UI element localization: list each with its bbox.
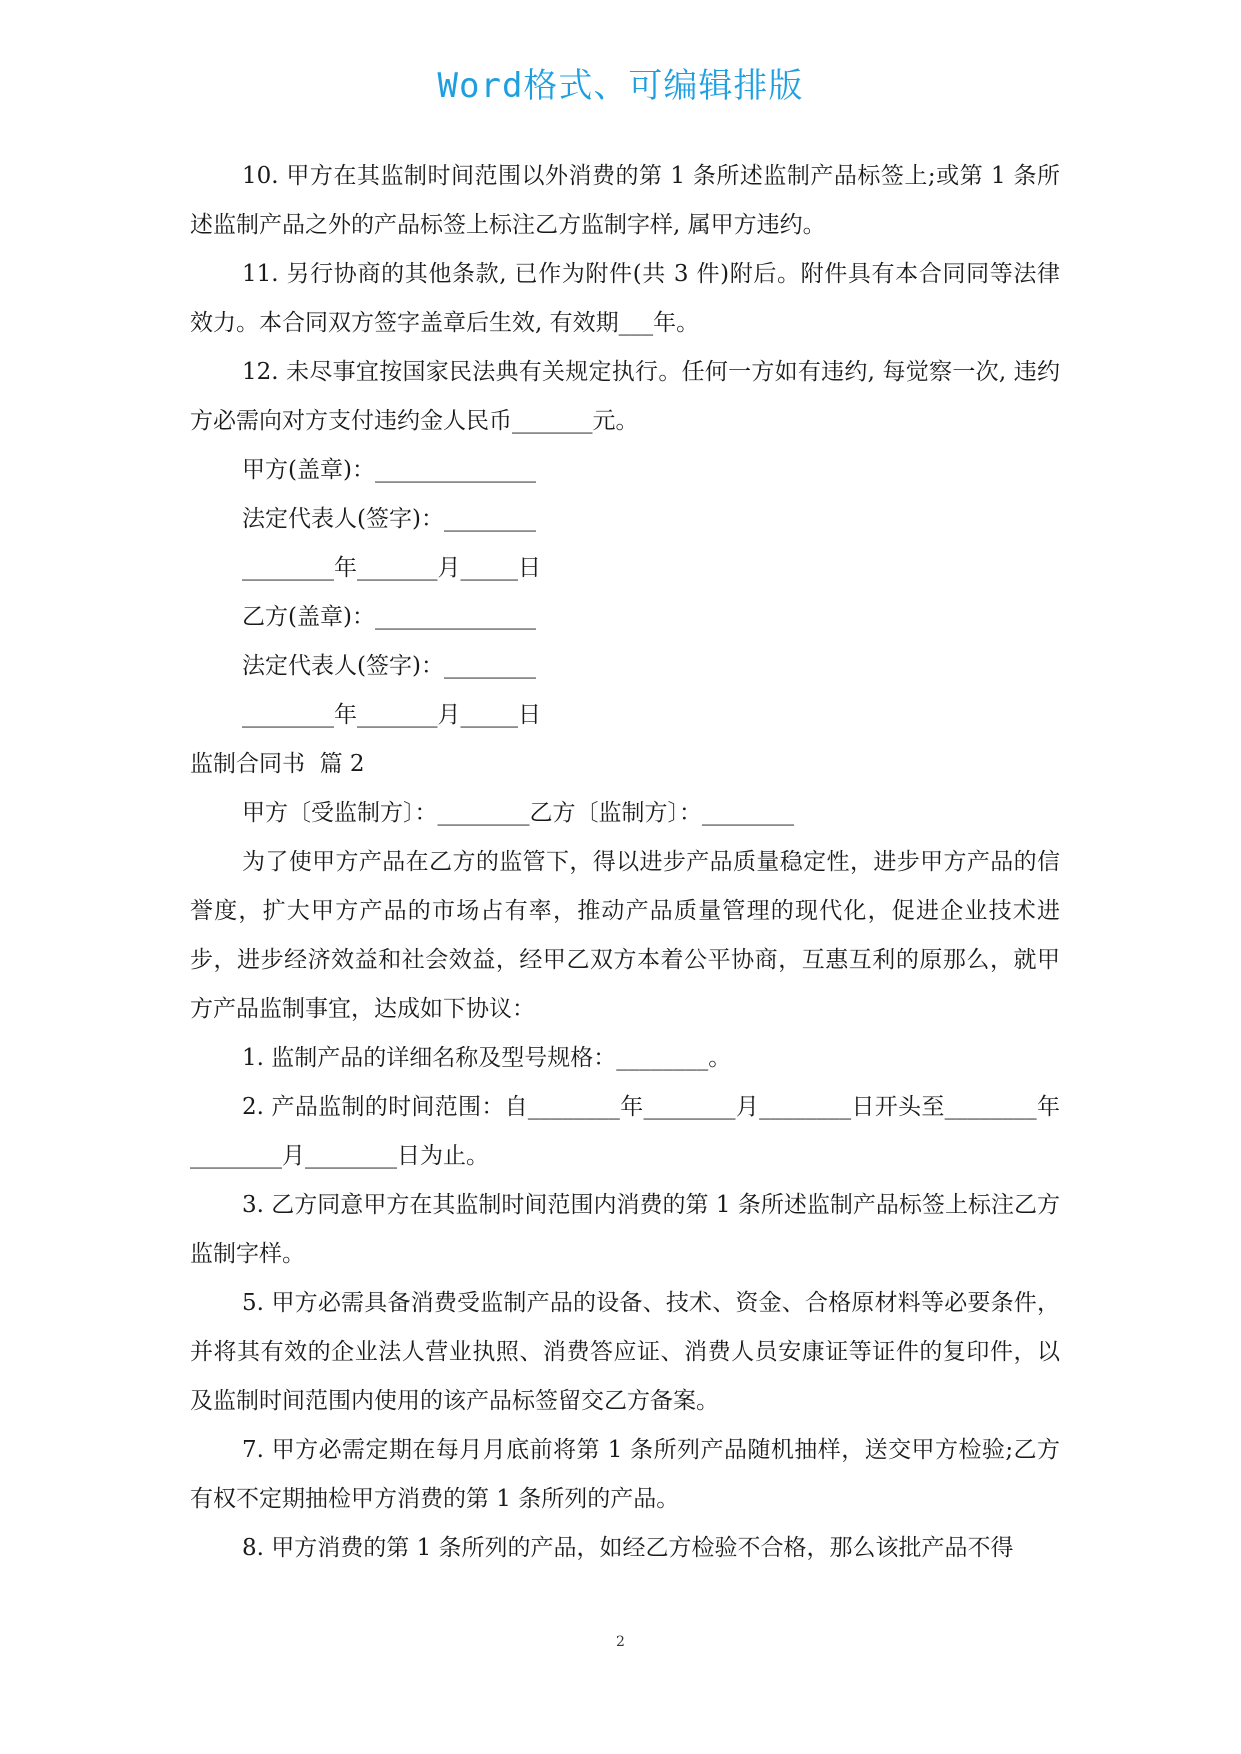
signature-block-1 (190, 446, 1060, 740)
document-body (190, 152, 1060, 1573)
party-b-seal-line: 乙方(盖章)：______________ (242, 604, 536, 630)
page-header-title: Word格式、可编辑排版 (437, 66, 804, 106)
section-2-clause-2: 2. 产品监制的时间范围：自________年________月________日开头至________年________月________日为止。 (190, 1094, 1060, 1169)
party-a-representative-line: 法定代表人(签字)：________ (242, 506, 536, 532)
party-b-representative-line: 法定代表人(签字)：________ (242, 653, 536, 679)
section-2-clause-7: 7. 甲方必需定期在每月月底前将第 1 条所列产品随机抽样，送交甲方检验;乙方有权不定期抽检甲方消费的第 1 条所列的产品。 (190, 1437, 1060, 1512)
section-2-clause-1: 1. 监制产品的详细名称及型号规格：________。 (242, 1045, 732, 1071)
clause-10: 10. 甲方在其监制时间范围以外消费的第 1 条所述监制产品标签上;或第 1 条所述监制产品之外的产品标签上标注乙方监制字样, 属甲方违约。 (190, 163, 1060, 238)
section-2-preamble: 为了使甲方产品在乙方的监管下，得以进步产品质量稳定性，进步甲方产品的信誉度，扩大甲方产品的市场占有率，推动产品质量管理的现代化，促进企业技术进步，进步经济效益和社会效益，经甲乙双方本着公平协商，互惠互利的原那么，就甲方产品监制事宜，达成如下协议： (190, 849, 1060, 1022)
party-b-date-line: ________年_______月_____日 (242, 702, 541, 728)
party-a-date-line: ________年_______月_____日 (242, 555, 541, 581)
section-2-clause-3: 3. 乙方同意甲方在其监制时间范围内消费的第 1 条所述监制产品标签上标注乙方监制字样。 (190, 1192, 1060, 1267)
clause-12: 12. 未尽事宜按国家民法典有关规定执行。任何一方如有违约, 每觉察一次, 违约方必需向对方支付违约金人民币_______元。 (190, 359, 1060, 434)
page-number: 2 (616, 1634, 625, 1650)
section-2-clause-8: 8. 甲方消费的第 1 条所列的产品，如经乙方检验不合格，那么该批产品不得 (242, 1535, 1014, 1561)
party-a-seal-line: 甲方(盖章)：______________ (242, 457, 536, 483)
section-2-heading: 监制合同书 篇 2 (190, 751, 365, 777)
clause-11: 11. 另行协商的其他条款, 已作为附件(共 3 件)附后。附件具有本合同同等法律效力。本合同双方签字盖章后生效, 有效期___年。 (190, 261, 1060, 336)
section-2-clause-5: 5. 甲方必需具备消费受监制产品的设备、技术、资金、合格原材料等必要条件，并将其有效的企业法人营业执照、消费答应证、消费人员安康证等证件的复印件，以及监制时间范围内使用的该产品标签留交乙方备案。 (190, 1290, 1060, 1414)
section-2-parties: 甲方〔受监制方〕：________乙方〔监制方〕：________ (242, 800, 794, 826)
